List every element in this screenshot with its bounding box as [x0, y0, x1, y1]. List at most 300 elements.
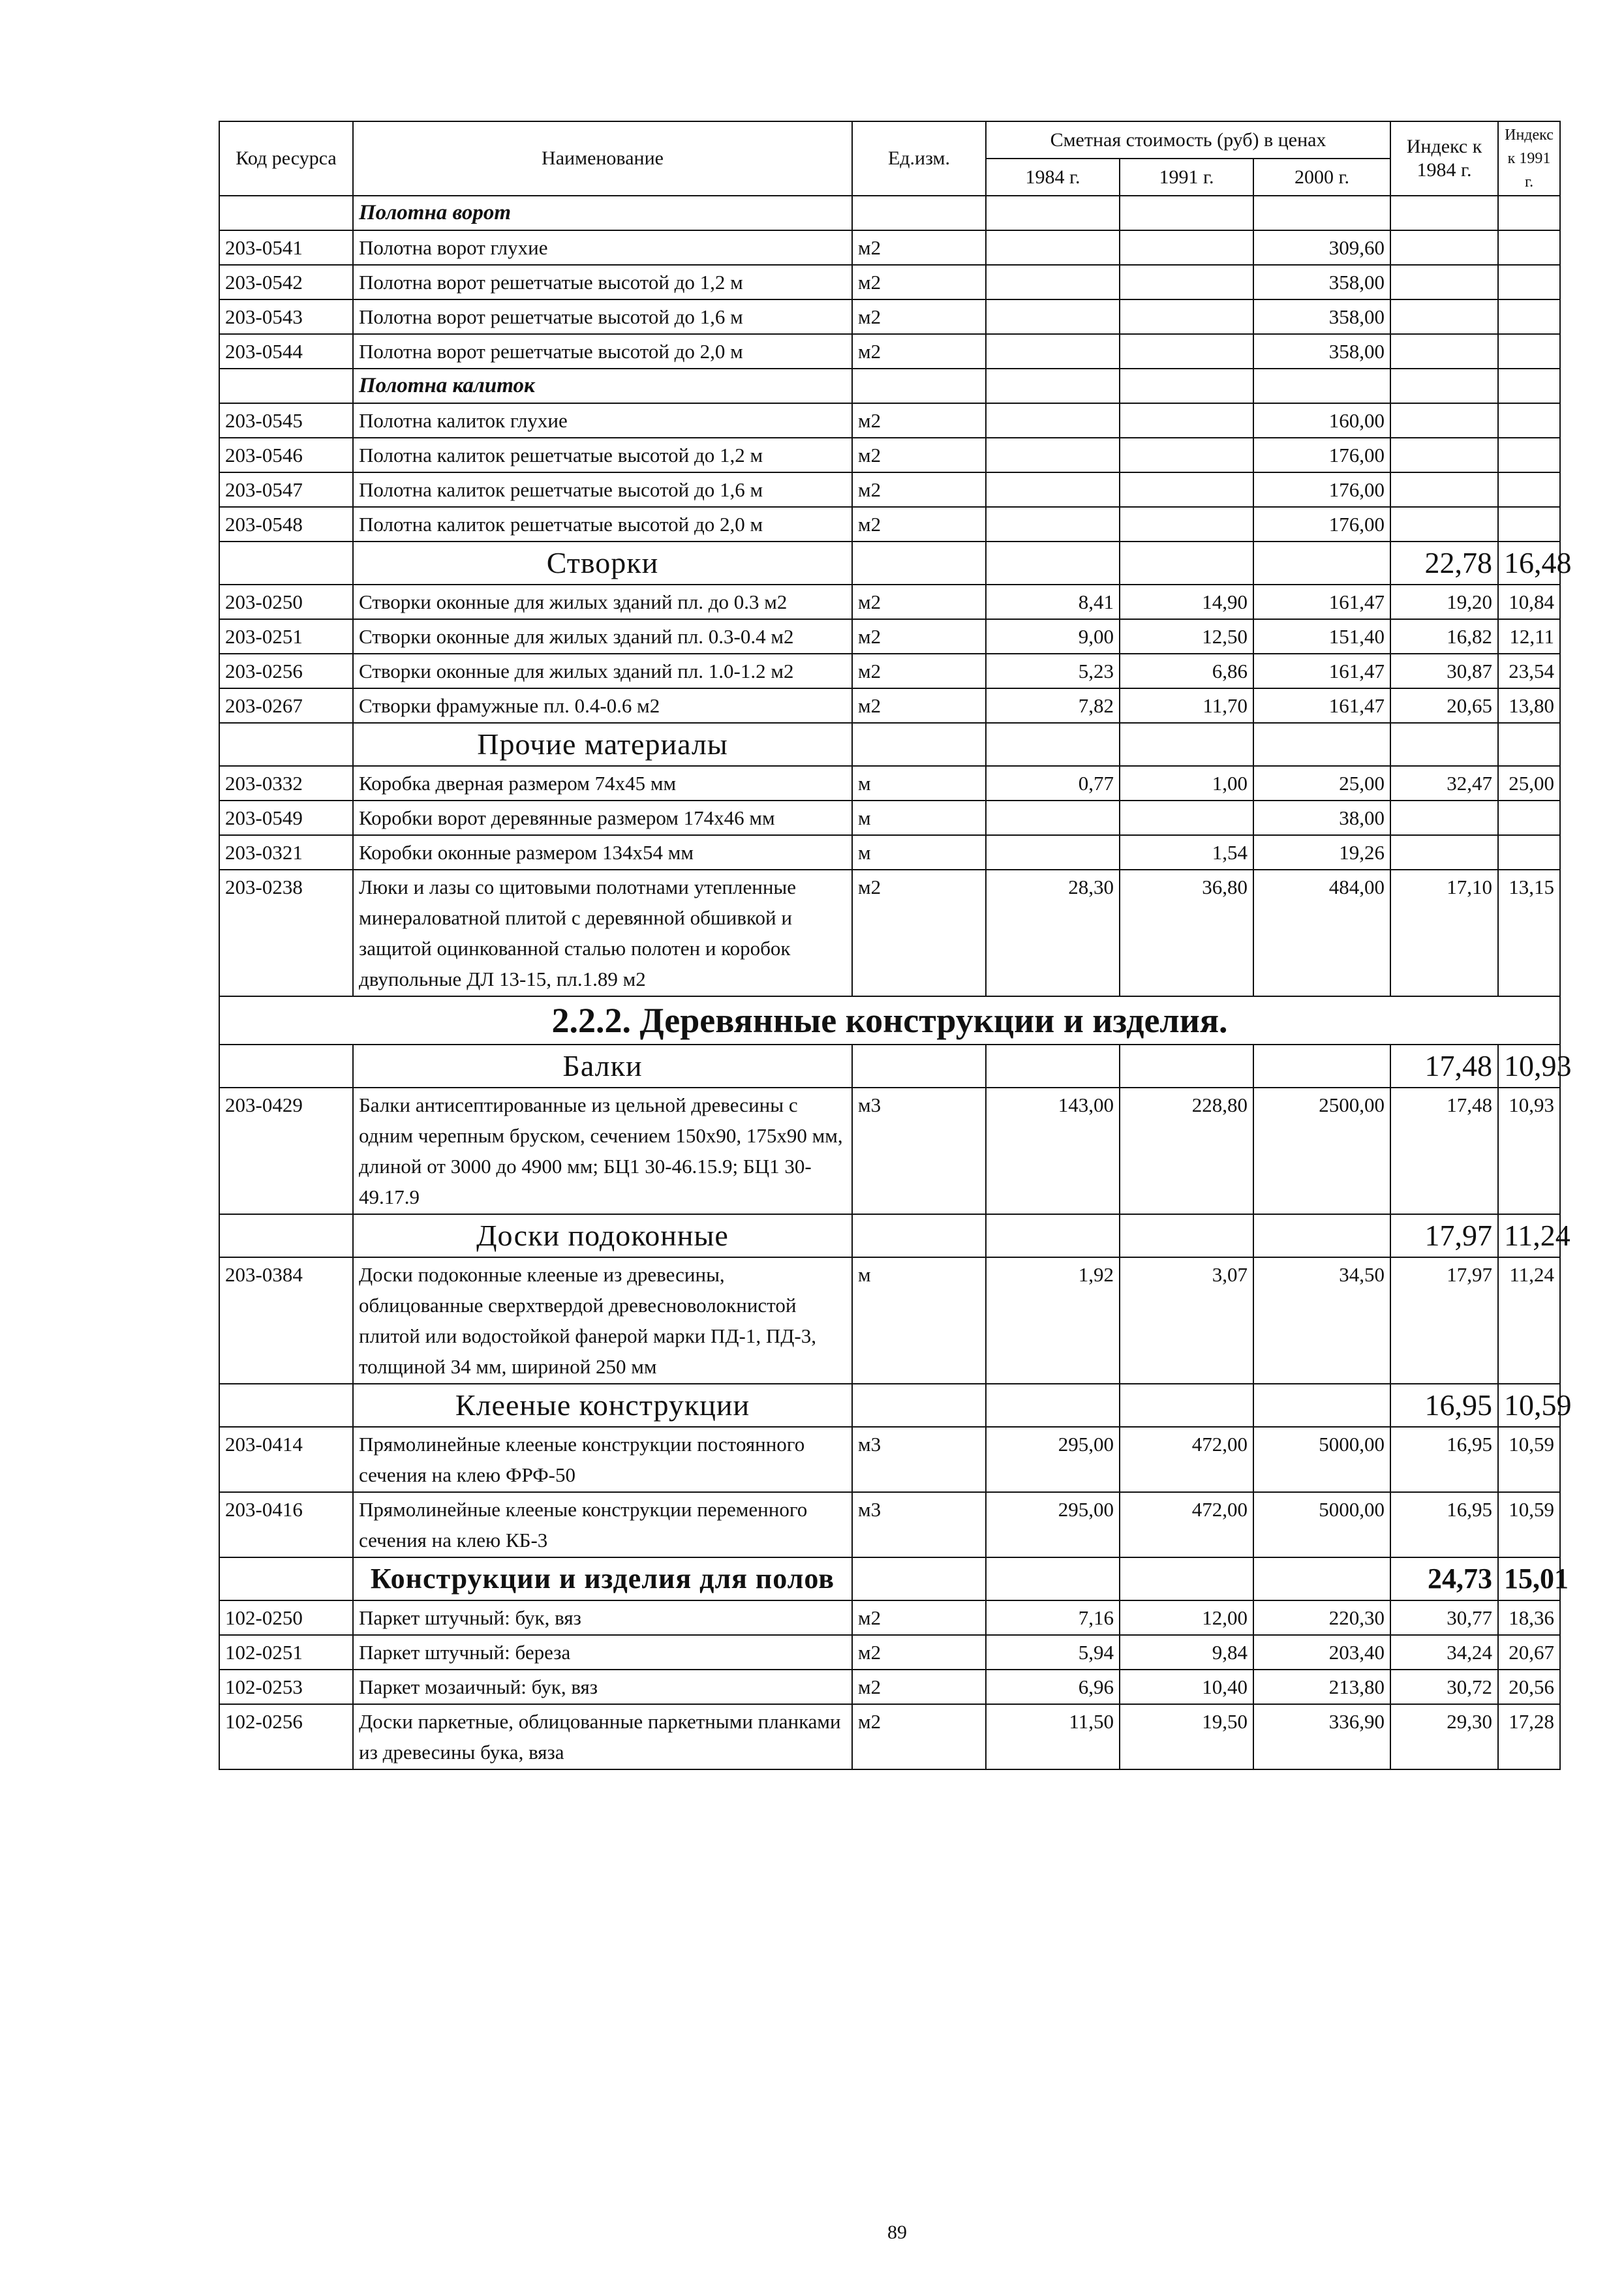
resource-name: Паркет штучный: береза	[353, 1635, 852, 1670]
unit: м	[852, 801, 986, 835]
price-1984: 1,92	[986, 1257, 1120, 1384]
unit: м3	[852, 1427, 986, 1492]
price-2000: 220,30	[1253, 1600, 1390, 1635]
table-row	[219, 766, 1560, 801]
table-row	[219, 1635, 1560, 1670]
table-row	[219, 1427, 1560, 1492]
index-1984	[1390, 334, 1498, 369]
resource-name: Створки фрамужные пл. 0.4-0.6 м2	[353, 688, 852, 723]
unit: м2	[852, 585, 986, 619]
index-1991	[1498, 835, 1560, 870]
resource-name: Люки и лазы со щитовыми полотнами утепленные минераловатной плитой с деревянной обшивкой и защитой оцинкованной сталью полотен и коробок двупольные ДЛ 13-15, пл.1.89 м2	[353, 870, 852, 996]
empty-cell	[1253, 369, 1390, 403]
index-1984	[1390, 230, 1498, 265]
empty-cell	[852, 1557, 986, 1600]
index-1984: 17,97	[1390, 1257, 1498, 1384]
resource-name: Коробка дверная размером 74х45 мм	[353, 766, 852, 801]
empty-cell	[1253, 1214, 1390, 1257]
resource-code: 203-0238	[219, 870, 353, 996]
empty-cell	[1120, 1384, 1253, 1427]
resource-name: Створки оконные для жилых зданий пл. 1.0-1.2 м2	[353, 654, 852, 688]
empty-cell	[1253, 1384, 1390, 1427]
resource-code: 203-0414	[219, 1427, 353, 1492]
table-row	[219, 654, 1560, 688]
price-1991	[1120, 265, 1253, 299]
unit: м2	[852, 265, 986, 299]
index-1984: 16,95	[1390, 1427, 1498, 1492]
section-index-1991	[1498, 723, 1560, 766]
resource-code: 203-0542	[219, 265, 353, 299]
empty-cell	[986, 1214, 1120, 1257]
empty-cell	[1498, 196, 1560, 230]
resource-name: Створки оконные для жилых зданий пл. до 0.3 м2	[353, 585, 852, 619]
unit: м	[852, 835, 986, 870]
price-1984	[986, 801, 1120, 835]
index-1991: 18,36	[1498, 1600, 1560, 1635]
page-number: 89	[887, 2222, 907, 2243]
index-1991: 23,54	[1498, 654, 1560, 688]
price-1991	[1120, 472, 1253, 507]
empty-cell	[852, 723, 986, 766]
unit: м2	[852, 870, 986, 996]
resource-code: 203-0543	[219, 299, 353, 334]
price-1991: 1,54	[1120, 835, 1253, 870]
resource-code: 203-0384	[219, 1257, 353, 1384]
index-1991	[1498, 403, 1560, 438]
section-title: Клееные конструкции	[353, 1384, 852, 1427]
price-1991: 228,80	[1120, 1088, 1253, 1214]
resource-code: 203-0541	[219, 230, 353, 265]
section-index-1991: 10,59	[1498, 1384, 1560, 1427]
price-1984: 28,30	[986, 870, 1120, 996]
resource-name: Полотна калиток решетчатые высотой до 2,0 м	[353, 507, 852, 542]
empty-cell	[1253, 196, 1390, 230]
resource-name: Полотна ворот решетчатые высотой до 1,2 м	[353, 265, 852, 299]
empty-cell	[1253, 542, 1390, 585]
index-1984: 30,87	[1390, 654, 1498, 688]
empty-cell	[986, 1045, 1120, 1088]
price-2000: 358,00	[1253, 265, 1390, 299]
price-1991: 9,84	[1120, 1635, 1253, 1670]
price-1984: 8,41	[986, 585, 1120, 619]
empty-cell	[852, 369, 986, 403]
index-1991: 12,11	[1498, 619, 1560, 654]
index-1984: 16,95	[1390, 1492, 1498, 1557]
section-index-1984: 17,48	[1390, 1045, 1498, 1088]
table-row	[219, 870, 1560, 996]
empty-cell	[219, 1557, 353, 1600]
price-2000: 336,90	[1253, 1704, 1390, 1769]
header-row-1	[219, 121, 1560, 159]
price-1991: 14,90	[1120, 585, 1253, 619]
price-1991: 36,80	[1120, 870, 1253, 996]
resource-code: 102-0250	[219, 1600, 353, 1635]
price-1991	[1120, 230, 1253, 265]
resource-code: 203-0256	[219, 654, 353, 688]
resource-code: 203-0546	[219, 438, 353, 472]
empty-cell	[219, 1045, 353, 1088]
price-1984	[986, 299, 1120, 334]
table-row	[219, 1600, 1560, 1635]
price-2000: 34,50	[1253, 1257, 1390, 1384]
price-2000: 2500,00	[1253, 1088, 1390, 1214]
index-1991: 13,15	[1498, 870, 1560, 996]
price-1991	[1120, 801, 1253, 835]
empty-cell	[986, 196, 1120, 230]
price-1991: 19,50	[1120, 1704, 1253, 1769]
price-1991: 472,00	[1120, 1492, 1253, 1557]
price-1984	[986, 334, 1120, 369]
col-idx1991-header: Индекс к 1991 г.	[1498, 121, 1560, 196]
resource-code: 203-0251	[219, 619, 353, 654]
price-1991: 472,00	[1120, 1427, 1253, 1492]
unit: м2	[852, 299, 986, 334]
resource-name: Прямолинейные клееные конструкции постоянного сечения на клею ФРФ-50	[353, 1427, 852, 1492]
empty-cell	[1120, 723, 1253, 766]
price-2000: 160,00	[1253, 403, 1390, 438]
section-index-1984: 22,78	[1390, 542, 1498, 585]
empty-cell	[1253, 1557, 1390, 1600]
index-1991: 10,93	[1498, 1088, 1560, 1214]
section-title: Прочие материалы	[353, 723, 852, 766]
table-row	[219, 801, 1560, 835]
empty-cell	[1120, 196, 1253, 230]
resource-code: 102-0256	[219, 1704, 353, 1769]
price-2000: 5000,00	[1253, 1492, 1390, 1557]
price-1984: 7,16	[986, 1600, 1120, 1635]
resource-code: 203-0267	[219, 688, 353, 723]
price-2000: 161,47	[1253, 585, 1390, 619]
price-2000: 358,00	[1253, 334, 1390, 369]
section-row	[219, 542, 1560, 585]
unit: м2	[852, 507, 986, 542]
price-1984	[986, 438, 1120, 472]
table-row	[219, 507, 1560, 542]
empty-cell	[852, 1384, 986, 1427]
price-1984: 295,00	[986, 1492, 1120, 1557]
table-row	[219, 1670, 1560, 1704]
unit: м2	[852, 334, 986, 369]
resource-name: Доски подоконные клееные из древесины, облицованные сверхтвердой древесноволокнистой плитой или водостойкой фанерой марки ПД-1, ПД-3, толщиной 34 мм, шириной 250 мм	[353, 1257, 852, 1384]
resource-code: 203-0544	[219, 334, 353, 369]
unit: м2	[852, 654, 986, 688]
resource-name: Коробки оконные размером 134х54 мм	[353, 835, 852, 870]
subsection-row	[219, 369, 1560, 403]
col-1984-header: 1984 г.	[986, 159, 1120, 196]
resource-name: Доски паркетные, облицованные паркетными планками из древесины бука, вяза	[353, 1704, 852, 1769]
col-name-header: Наименование	[353, 121, 852, 196]
resource-code: 203-0416	[219, 1492, 353, 1557]
section-row	[219, 1384, 1560, 1427]
price-1991: 6,86	[1120, 654, 1253, 688]
index-1984: 30,77	[1390, 1600, 1498, 1635]
empty-cell	[1120, 1214, 1253, 1257]
index-1984	[1390, 438, 1498, 472]
price-1991	[1120, 507, 1253, 542]
section-row	[219, 1557, 1560, 1600]
price-2000: 176,00	[1253, 472, 1390, 507]
table-row	[219, 835, 1560, 870]
section-index-1984: 16,95	[1390, 1384, 1498, 1427]
section-row	[219, 1214, 1560, 1257]
resource-name: Полотна калиток решетчатые высотой до 1,2 м	[353, 438, 852, 472]
section-title: Конструкции и изделия для полов	[353, 1557, 852, 1600]
index-1984	[1390, 507, 1498, 542]
resource-name: Паркет мозаичный: бук, вяз	[353, 1670, 852, 1704]
empty-cell	[852, 196, 986, 230]
empty-cell	[219, 1214, 353, 1257]
empty-cell	[1498, 369, 1560, 403]
table-body	[219, 196, 1572, 1769]
empty-cell	[219, 369, 353, 403]
chapter-row	[219, 996, 1560, 1045]
price-1984: 295,00	[986, 1427, 1120, 1492]
index-1991: 20,67	[1498, 1635, 1560, 1670]
price-1984: 6,96	[986, 1670, 1120, 1704]
price-2000: 25,00	[1253, 766, 1390, 801]
index-1991	[1498, 334, 1560, 369]
resource-code: 203-0548	[219, 507, 353, 542]
price-1991: 12,00	[1120, 1600, 1253, 1635]
price-1991: 12,50	[1120, 619, 1253, 654]
unit: м	[852, 766, 986, 801]
resource-code: 203-0332	[219, 766, 353, 801]
index-1991	[1498, 265, 1560, 299]
unit: м2	[852, 619, 986, 654]
index-1984: 17,10	[1390, 870, 1498, 996]
resource-name: Балки антисептированные из цельной древесины с одним черепным бруском, сечением 150х90, 175х90 мм, длиной от 3000 до 4900 мм; БЦ1 30-46.15.9; БЦ1 30-49.17.9	[353, 1088, 852, 1214]
resource-code: 203-0429	[219, 1088, 353, 1214]
unit: м2	[852, 1635, 986, 1670]
price-1984: 9,00	[986, 619, 1120, 654]
price-2000: 151,40	[1253, 619, 1390, 654]
price-1991: 11,70	[1120, 688, 1253, 723]
empty-cell	[219, 723, 353, 766]
price-1984: 5,94	[986, 1635, 1120, 1670]
price-1984: 0,77	[986, 766, 1120, 801]
col-cost-group-header: Сметная стоимость (руб) в ценах	[986, 121, 1390, 159]
index-1991: 17,28	[1498, 1704, 1560, 1769]
index-1984: 30,72	[1390, 1670, 1498, 1704]
table-row	[219, 403, 1560, 438]
empty-cell	[986, 1384, 1120, 1427]
empty-cell	[1120, 369, 1253, 403]
section-index-1991: 15,01	[1498, 1557, 1560, 1600]
col-1991-header: 1991 г.	[1120, 159, 1253, 196]
price-1984	[986, 507, 1120, 542]
section-index-1991: 16,48	[1498, 542, 1560, 585]
index-1991: 13,80	[1498, 688, 1560, 723]
unit: м2	[852, 438, 986, 472]
section-title: Балки	[353, 1045, 852, 1088]
price-2000: 161,47	[1253, 654, 1390, 688]
col-2000-header: 2000 г.	[1253, 159, 1390, 196]
price-1984: 7,82	[986, 688, 1120, 723]
table-row	[219, 299, 1560, 334]
resource-code: 203-0321	[219, 835, 353, 870]
resource-name: Прямолинейные клееные конструкции переменного сечения на клею КБ-3	[353, 1492, 852, 1557]
empty-cell	[1390, 369, 1498, 403]
section-title: Доски подоконные	[353, 1214, 852, 1257]
resource-code: 102-0251	[219, 1635, 353, 1670]
index-1984	[1390, 801, 1498, 835]
price-1991	[1120, 299, 1253, 334]
price-1984	[986, 265, 1120, 299]
unit: м	[852, 1257, 986, 1384]
price-2000: 203,40	[1253, 1635, 1390, 1670]
section-row	[219, 723, 1560, 766]
unit: м3	[852, 1492, 986, 1557]
empty-cell	[852, 542, 986, 585]
index-1991	[1498, 507, 1560, 542]
unit: м2	[852, 688, 986, 723]
price-1984	[986, 403, 1120, 438]
index-1984: 19,20	[1390, 585, 1498, 619]
empty-cell	[986, 542, 1120, 585]
section-index-1984: 24,73	[1390, 1557, 1498, 1600]
resource-code: 203-0250	[219, 585, 353, 619]
index-1991	[1498, 299, 1560, 334]
empty-cell	[1120, 1045, 1253, 1088]
index-1984	[1390, 472, 1498, 507]
unit: м2	[852, 1704, 986, 1769]
empty-cell	[986, 1557, 1120, 1600]
empty-cell	[1390, 196, 1498, 230]
price-2000: 358,00	[1253, 299, 1390, 334]
index-1991	[1498, 438, 1560, 472]
resource-code: 102-0253	[219, 1670, 353, 1704]
price-1991: 1,00	[1120, 766, 1253, 801]
table-row	[219, 1704, 1560, 1769]
resource-price-table	[219, 121, 1572, 1770]
index-1984: 17,48	[1390, 1088, 1498, 1214]
price-2000: 19,26	[1253, 835, 1390, 870]
empty-cell	[852, 1214, 986, 1257]
price-2000: 484,00	[1253, 870, 1390, 996]
price-1984: 143,00	[986, 1088, 1120, 1214]
unit: м2	[852, 230, 986, 265]
price-1984	[986, 230, 1120, 265]
resource-name: Коробки ворот деревянные размером 174х46 мм	[353, 801, 852, 835]
index-1984: 29,30	[1390, 1704, 1498, 1769]
resource-code: 203-0549	[219, 801, 353, 835]
index-1984: 20,65	[1390, 688, 1498, 723]
resource-code: 203-0547	[219, 472, 353, 507]
table-row	[219, 472, 1560, 507]
index-1991: 11,24	[1498, 1257, 1560, 1384]
subsection-title: Полотна калиток	[353, 369, 852, 403]
price-1991: 3,07	[1120, 1257, 1253, 1384]
section-index-1984	[1390, 723, 1498, 766]
index-1984	[1390, 265, 1498, 299]
price-1991: 10,40	[1120, 1670, 1253, 1704]
empty-cell	[852, 1045, 986, 1088]
empty-cell	[1253, 723, 1390, 766]
table-row	[219, 1257, 1560, 1384]
resource-name: Полотна ворот глухие	[353, 230, 852, 265]
section-row	[219, 1045, 1560, 1088]
index-1984: 34,24	[1390, 1635, 1498, 1670]
table-row	[219, 688, 1560, 723]
price-2000: 161,47	[1253, 688, 1390, 723]
resource-name: Полотна калиток решетчатые высотой до 1,6 м	[353, 472, 852, 507]
section-index-1984: 17,97	[1390, 1214, 1498, 1257]
table-row	[219, 438, 1560, 472]
empty-cell	[986, 369, 1120, 403]
price-table-page	[219, 121, 1572, 1770]
unit: м3	[852, 1088, 986, 1214]
index-1991	[1498, 801, 1560, 835]
col-unit-header: Ед.изм.	[852, 121, 986, 196]
empty-cell	[1253, 1045, 1390, 1088]
table-row	[219, 1088, 1560, 1214]
price-2000: 5000,00	[1253, 1427, 1390, 1492]
index-1991: 10,59	[1498, 1492, 1560, 1557]
resource-name: Паркет штучный: бук, вяз	[353, 1600, 852, 1635]
empty-cell	[986, 723, 1120, 766]
index-1984	[1390, 835, 1498, 870]
resource-name: Полотна ворот решетчатые высотой до 1,6 м	[353, 299, 852, 334]
index-1984	[1390, 403, 1498, 438]
price-1984	[986, 472, 1120, 507]
price-1984: 11,50	[986, 1704, 1120, 1769]
index-1991: 25,00	[1498, 766, 1560, 801]
empty-cell	[219, 1384, 353, 1427]
empty-cell	[219, 196, 353, 230]
resource-name: Створки оконные для жилых зданий пл. 0.3-0.4 м2	[353, 619, 852, 654]
price-2000: 176,00	[1253, 438, 1390, 472]
index-1984: 32,47	[1390, 766, 1498, 801]
chapter-title: 2.2.2. Деревянные конструкции и изделия.	[219, 996, 1560, 1045]
table-row	[219, 1492, 1560, 1557]
unit: м2	[852, 472, 986, 507]
resource-code: 203-0545	[219, 403, 353, 438]
unit: м2	[852, 1600, 986, 1635]
section-title: Створки	[353, 542, 852, 585]
index-1991: 20,56	[1498, 1670, 1560, 1704]
table-row	[219, 585, 1560, 619]
price-1991	[1120, 403, 1253, 438]
empty-cell	[219, 542, 353, 585]
col-idx1984-header: Индекс к 1984 г.	[1390, 121, 1498, 196]
resource-name: Полотна ворот решетчатые высотой до 2,0 м	[353, 334, 852, 369]
price-2000: 309,60	[1253, 230, 1390, 265]
unit: м2	[852, 1670, 986, 1704]
index-1991: 10,84	[1498, 585, 1560, 619]
price-2000: 213,80	[1253, 1670, 1390, 1704]
section-index-1991: 10,93	[1498, 1045, 1560, 1088]
price-1984: 5,23	[986, 654, 1120, 688]
empty-cell	[1120, 542, 1253, 585]
price-2000: 176,00	[1253, 507, 1390, 542]
price-1991	[1120, 334, 1253, 369]
index-1991: 10,59	[1498, 1427, 1560, 1492]
section-index-1991: 11,24	[1498, 1214, 1560, 1257]
index-1991	[1498, 230, 1560, 265]
empty-cell	[1120, 1557, 1253, 1600]
price-1991	[1120, 438, 1253, 472]
resource-name: Полотна калиток глухие	[353, 403, 852, 438]
col-code-header: Код ресурса	[219, 121, 353, 196]
price-2000: 38,00	[1253, 801, 1390, 835]
table-row	[219, 230, 1560, 265]
unit: м2	[852, 403, 986, 438]
table-row	[219, 334, 1560, 369]
price-1984	[986, 835, 1120, 870]
subsection-title: Полотна ворот	[353, 196, 852, 230]
subsection-row	[219, 196, 1560, 230]
table-row	[219, 265, 1560, 299]
